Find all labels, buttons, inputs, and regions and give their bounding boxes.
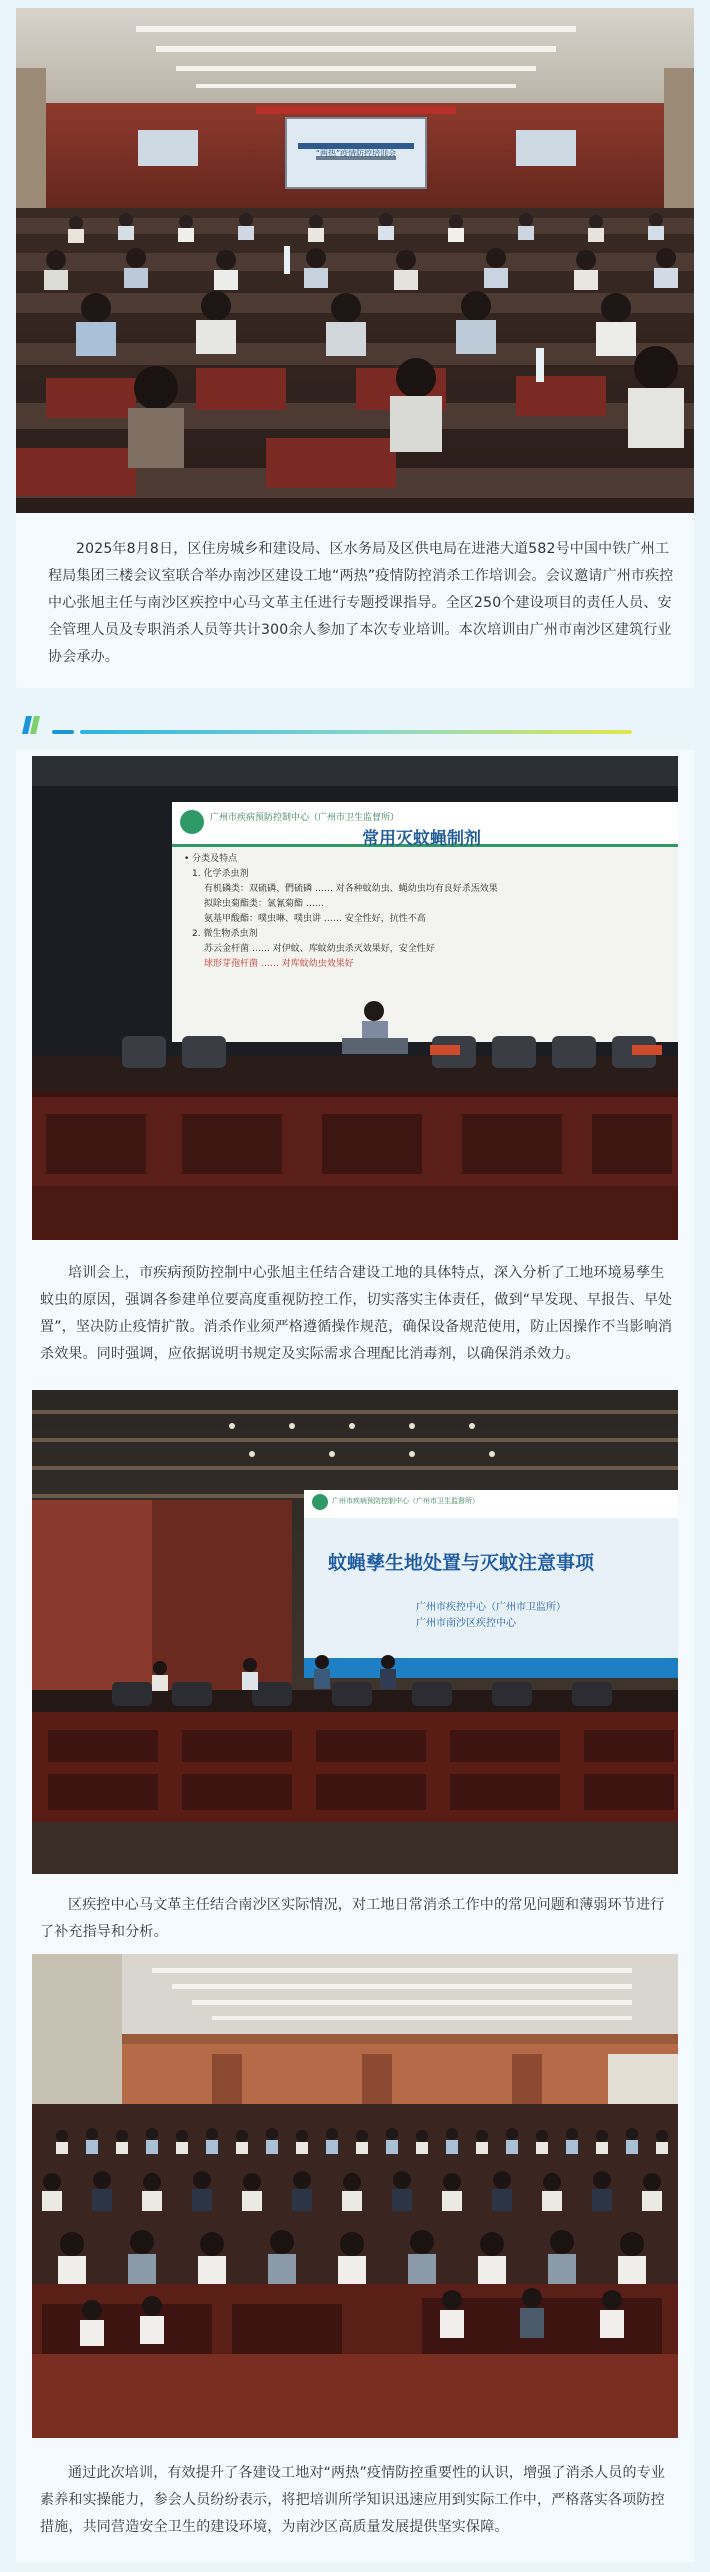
divider-mark-icon — [22, 714, 40, 736]
section-divider — [22, 712, 632, 738]
divider-bar-short — [52, 730, 74, 734]
content-card — [16, 750, 694, 2562]
slide-line: 球形芽孢杆菌 …… 对库蚊幼虫效果好 — [204, 959, 354, 969]
slide-org-text: 广州市疾病预防控制中心（广州市卫生监督所） — [332, 1497, 479, 1505]
slide-line: 1. 化学杀虫剂 — [192, 869, 249, 879]
slide-presenters — [416, 1600, 566, 1632]
photo-audience — [32, 1954, 678, 2438]
photo-training-hall — [16, 8, 694, 513]
slide-line: • 分类及特点 — [184, 854, 238, 864]
slide-line: 广州市南沙区疾控中心 — [416, 1618, 516, 1629]
intro-card — [16, 8, 694, 688]
divider-bar-long — [80, 730, 632, 734]
slide-line: 有机磷类：双硫磷、們硫磷 …… 对各种蚊幼虫、蝇幼虫均有良好杀炁效果 — [204, 884, 498, 894]
slide-line: 拟除虫菊酯类：氯氰菊酯 …… — [204, 899, 324, 909]
rostrum-paragraph: 区疾控中心马文革主任结合南沙区实际情况，对工地日常消杀工作中的常见问题和薄弱环节进行了补充指导和分析。 — [40, 1897, 665, 1940]
lecture-paragraph: 培训会上，市疾病预防控制中心张旭主任结合建设工地的具体特点，深入分析了工地环境易孳生蚊虫的原因，强调各参建单位要高度重视防控工作，切实落实主体责任，做到“早发现、早报告、早处置”，坚决防止疫情扩散。消杀作业须严格遵循操作规范，确保设备规范使用，防止因操作不当影响消杀效果。同时强调，应依据说明书规定及实际需求合理配比消毒剂，以确保消杀效力。 — [40, 1265, 673, 1362]
slide-line: 2. 微生物杀虫剂 — [192, 929, 258, 939]
slide-title: 蚊蝇孳生地处置与灭蚊注意事项 — [328, 1552, 595, 1574]
closing-paragraph: 通过此次培训，有效提升了各建设工地对“两热”疫情防控重要性的认识，增强了消杀人员的专业素养和实操能力，参会人员纷纷表示，将把培训所学知识迅速应用到实际工作中，严格落实各项防控措施，共同营造安全卫生的建设环境，为南沙区高质量发展提供坚实保障。 — [40, 2465, 666, 2535]
slide-line: 广州市疾控中心（广州市卫监所） — [416, 1602, 566, 1613]
slide-bullets — [184, 852, 664, 972]
screen-title: “两热”疫情防控培训会 — [315, 149, 397, 158]
slide-org-text: 广州市疾病预防控制中心（广州市卫生监督所） — [210, 813, 400, 823]
intro-paragraph: 2025年8月8日，区住房城乡和建设局、区水务局及区供电局在进港大道582号中国中铁广州工程局集团三楼会议室联合举办南沙区建设工地“两热”疫情防控消杀工作培训会。会议邀请广州市疾控中心张旭主任与南沙区疾控中心马文革主任进行专题授课指导。全区250个建设项目的责任人员、安全管理人员及专职消杀人员等共计300余人参加了本次专业培训。本次培训由广州市南沙区建筑行业协会承办。 — [48, 541, 674, 665]
photo-rostrum — [32, 1390, 678, 1874]
slide-line: 苏云金杆菌 …… 对伊蚊、库蚊幼虫杀灭效果好，安全性好 — [204, 944, 435, 954]
photo-lecture-slide — [32, 756, 678, 1240]
slide-line: 氨基甲酸酯：噗虫啉、噗虫讲 …… 安全性好，抗性不高 — [204, 914, 426, 924]
slide-title: 常用灭蚊蝇制剂 — [362, 829, 481, 849]
